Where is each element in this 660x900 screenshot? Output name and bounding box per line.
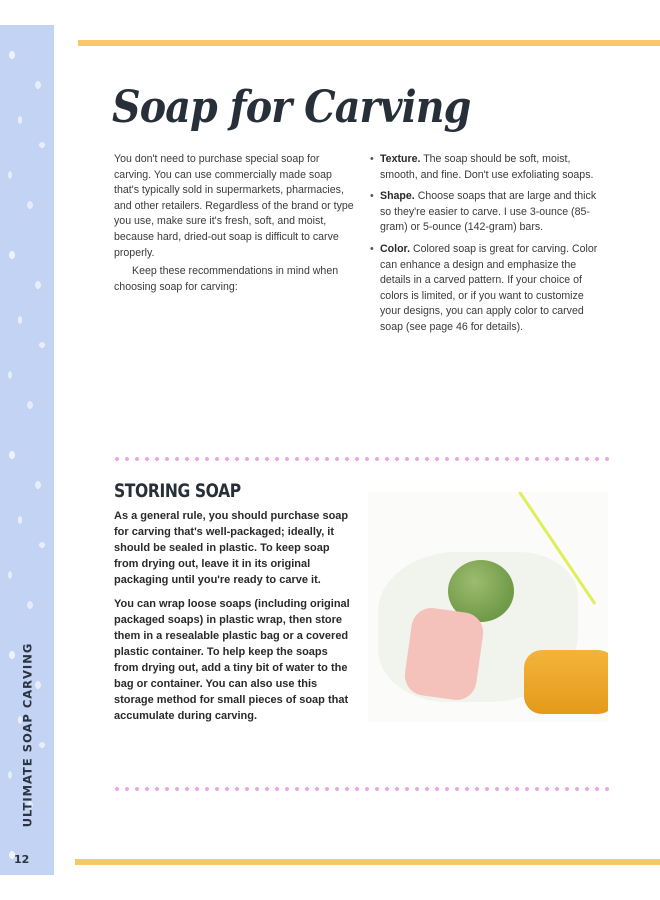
intro-column — [114, 152, 354, 295]
intro-paragraph: Keep these recommendations in mind when choosing soap for carving: — [114, 265, 339, 293]
recommendations-list — [370, 152, 602, 342]
orange-soap-shape — [524, 650, 608, 714]
list-item-text: Colored soap is great for carving. Color can enhance a design and emphasize the details in a carved pattern. If your choice of colors is limited, or if you want to customize your designs, you can apply color to carved soap (see page 46 for details). — [380, 242, 598, 333]
page-number: 12 — [14, 853, 30, 866]
running-header — [0, 640, 54, 830]
list-item-text: The soap should be soft, moist, smooth, and fine. Don't use exfoliating soaps. — [380, 153, 594, 181]
section-heading: STORING SOAP — [114, 480, 241, 502]
top-accent-rule — [78, 40, 660, 46]
list-item-term: Shape. — [380, 190, 415, 203]
page-title: Soap for Carving — [112, 82, 471, 133]
book-title-label: ULTIMATE SOAP CARVING — [20, 642, 34, 828]
storing-paragraph: You can wrap loose soaps (including original packaged soaps) in plastic wrap, then store them in a resealable plastic bag or a covered plastic container. To help keep the soaps from drying out, add a tiny bit of water to the bag or container. You can also use this storage method for small pieces of soap that accumulate during carving. — [114, 598, 350, 722]
list-item — [370, 189, 602, 236]
intro-paragraph: You don't need to purchase special soap for carving. You can use commercially made soap that's typically sold in supermarkets, pharmacies, and other retailers. Regardless of the brand or type you use, make sure it's fresh, soft, and moist, because hard, dried-out soap is difficult to carve properly. — [114, 153, 354, 259]
list-item — [370, 242, 602, 336]
storing-paragraph: As a general rule, you should purchase soap for carving that's well-packaged; ideally, it should be sealed in plastic. To keep soap from drying out, leave it in its original packaging until you're ready to carve it. — [114, 510, 349, 586]
soap-photo — [368, 492, 608, 722]
list-item — [370, 152, 602, 183]
list-item-text: Choose soaps that are large and thick so they're easier to carve. I use 3-ounce (85-gram) or 5-ounce (142-gram) bars. — [380, 190, 597, 234]
list-item-term: Texture. — [380, 153, 421, 165]
pink-soap-shape — [402, 605, 486, 702]
dotted-divider — [114, 786, 614, 792]
bottom-accent-rule — [75, 859, 660, 865]
list-item-term: Color. — [380, 242, 411, 255]
dotted-divider — [114, 456, 614, 462]
storing-column — [114, 508, 354, 724]
